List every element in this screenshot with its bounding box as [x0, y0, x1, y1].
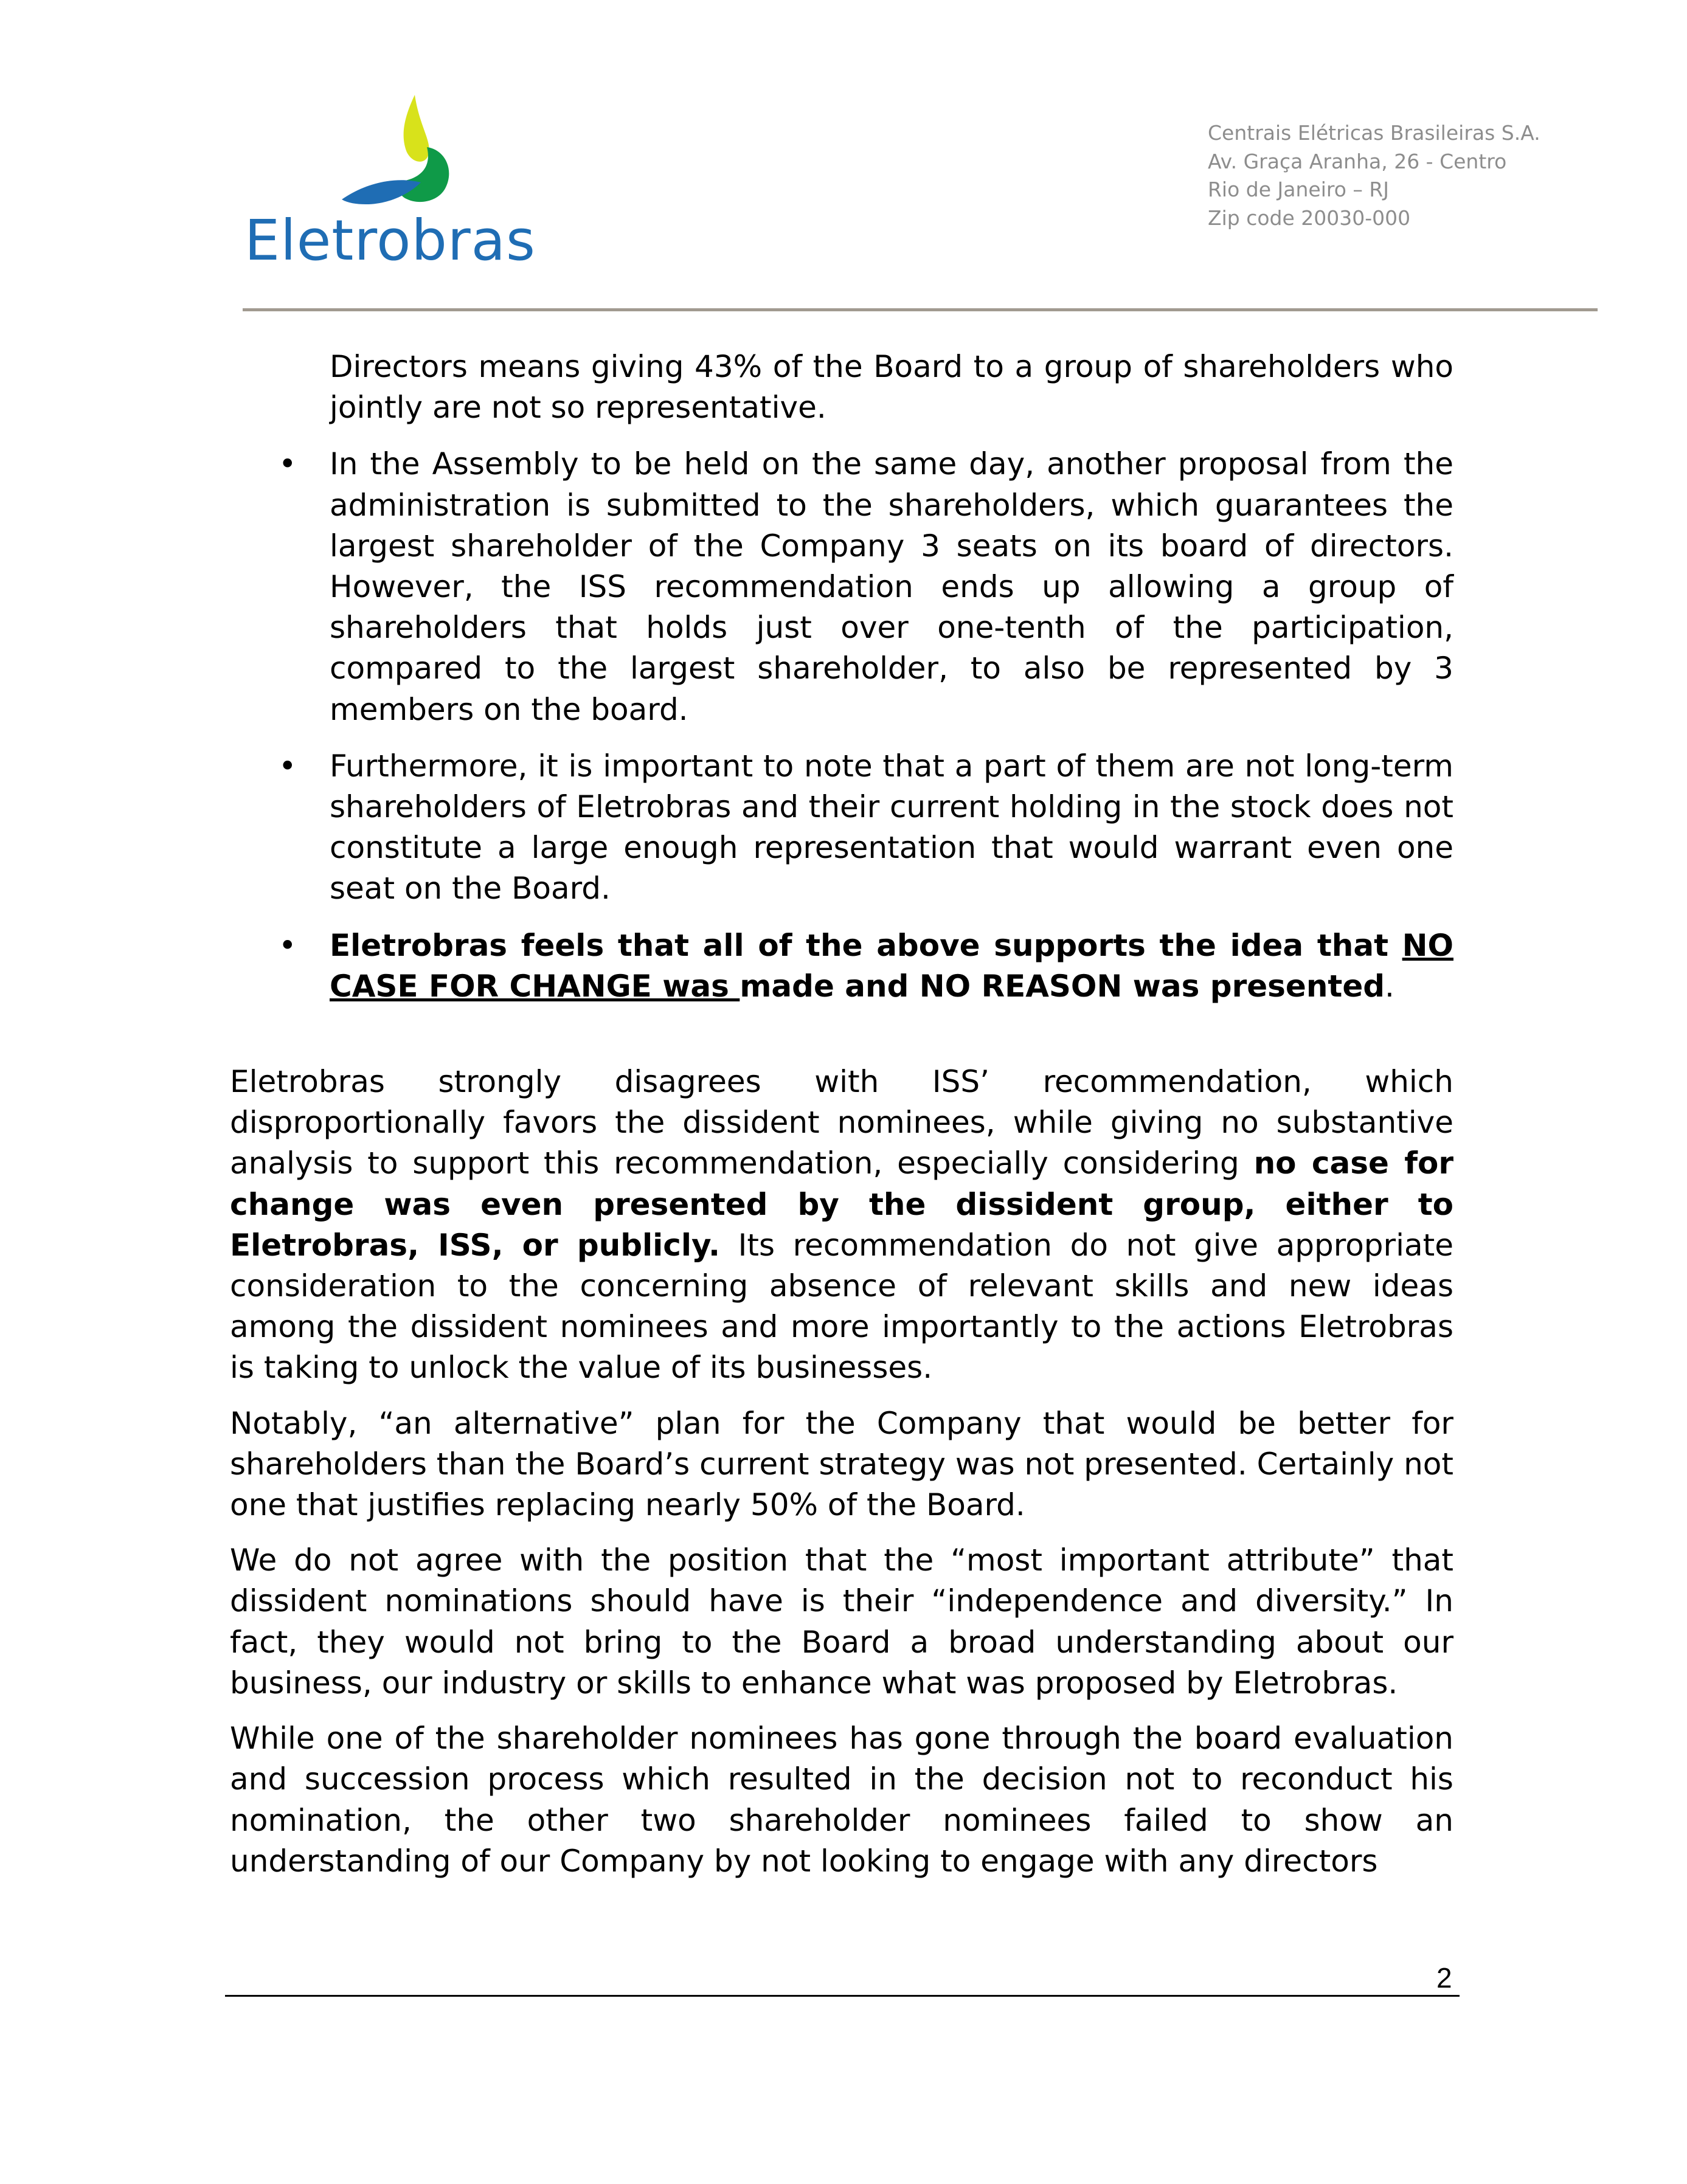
page-number: 2: [1436, 1962, 1452, 1994]
bullet-dot-icon: •: [279, 748, 297, 784]
conclusion-bold-underline: NO CASE FOR CHANGE was: [330, 927, 1453, 1004]
logo-flame-icon: [330, 91, 476, 213]
paragraph: [230, 1062, 1453, 1389]
paragraph-text: Its recommendation do not give appropriate consideration to the concerning absence of relevant skills and new ideas among the dissident nominees and more importantly to the actions Eletrobras is taking to unlock the value of its businesses.: [230, 1227, 1453, 1386]
paragraph-text: Eletrobras strongly disagrees with ISS’ recommendation, which disproportionally favors the dissident nominees, while giving no substantive analysis to support this recommendation, especially considering: [230, 1064, 1453, 1181]
bullet-item: [230, 444, 1453, 730]
company-zip: Zip code 20030-000: [1208, 206, 1411, 230]
logo-wordmark: Eletrobras: [244, 208, 536, 273]
bullet-text: Furthermore, it is important to note that a part of them are not long-term shareholders of Eletrobras and their current holding in the stock does not constitute a large enough representation that would warrant even one seat on the Board.: [330, 748, 1453, 907]
paragraph: While one of the shareholder nominees has gone through the board evaluation and succession process which resulted in the decision not to reconduct his nomination, the other two shareholder nominees failed to show an understanding of our Company by not looking to engage with any directors: [230, 1721, 1453, 1879]
continuation-text: Directors means giving 43% of the Board to a group of shareholders who jointly are not so representative.: [330, 349, 1453, 426]
paragraph: Notably, “an alternative” plan for the Company that would be better for shareholders than the Board’s current strategy was not presented. Certainly not one that justifies replacing nearly 50% of the Board.: [230, 1405, 1453, 1523]
company-address-block: [1208, 119, 1540, 232]
company-city: Rio de Janeiro – RJ: [1208, 178, 1390, 201]
document-body: [230, 347, 1453, 1882]
conclusion-bold-a: Eletrobras feels that all of the above supports the idea that: [330, 927, 1402, 963]
bullet-dot-icon: •: [279, 927, 297, 963]
company-name: Centrais Elétricas Brasileiras S.A.: [1208, 121, 1540, 145]
bullet-item: [230, 746, 1453, 910]
bullet-text: In the Assembly to be held on the same day, another proposal from the administration is submitted to the shareholders, which guarantees the largest shareholder of the Company 3 seats on its board of directors. However, the ISS recommendation ends up allowing a group of shareholders that holds just over one-tenth of the participation, compared to the largest shareholder, to also be represented by 3 members on the board.: [330, 446, 1453, 727]
conclusion-bold-b: made and NO REASON was presented: [740, 968, 1385, 1004]
paragraph: We do not agree with the position that the “most important attribute” that dissident nominations should have is their “independence and diversity.” In fact, they would not bring to the Board a broad understanding about our business, our industry or skills to enhance what was proposed by Eletrobras.: [230, 1543, 1453, 1701]
header-divider: [243, 308, 1598, 311]
bullet-list: [230, 444, 1453, 1007]
conclusion-tail: .: [1385, 968, 1394, 1004]
eletrobras-logo: [244, 91, 536, 286]
bullet-item-conclusion: [230, 925, 1453, 1007]
company-street: Av. Graça Aranha, 26 - Centro: [1208, 149, 1507, 173]
footer-divider: [225, 1995, 1460, 1997]
paragraph-bold-text: no case for change was even presented by the dissident group, either to Eletrobras, ISS, or publicly.: [230, 1146, 1453, 1263]
bullet-dot-icon: •: [279, 446, 297, 482]
